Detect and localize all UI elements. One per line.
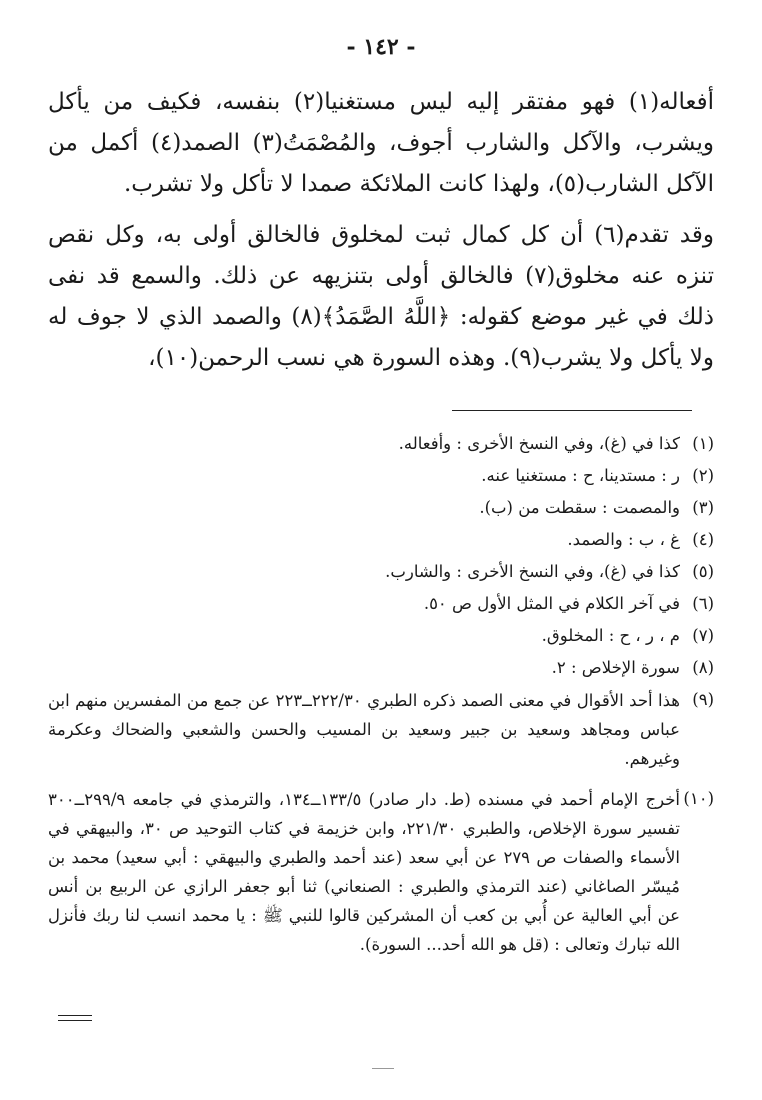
footnote-text: كذا في (غ)، وفي النسخ الأخرى : والشارب. [385,562,680,581]
footnote-number: (٥) [692,562,714,581]
footnotes [48,430,714,964]
footnote-number: (٨) [692,658,714,677]
footnote [48,430,714,457]
page-mark [372,1068,394,1069]
footnote [48,526,714,553]
footnote [48,590,714,617]
paragraph: وقد تقدم(٦) أن كل كمال ثبت لمخلوق فالخالق أولى به، وكل نقص تنزه عنه مخلوق(٧) فالخالق أولى بتنزيهه عن ذلك. والسمع قد نفى ذلك في غير موضع كقوله: ﴿اللَّهُ الصَّمَدُ﴾(٨) والصمد الذي لا جوف له ولا يأكل ولا يشرب(٩). وهذه السورة هي نسب الرحمن(١٠)، [48,222,714,371]
paragraph: أفعاله(١) فهو مفتقر إليه ليس مستغنيا(٢) بنفسه، فكيف من يأكل ويشرب، والآكل والشارب أجوف، والمُصْمَتُ(٣) الصمد(٤) أكمل من الآكل الشارب(٥)، ولهذا كانت الملائكة صمدا لا تأكل ولا تشرب. [48,89,714,197]
footnote-number: (٤) [692,530,714,549]
footnote [48,785,714,959]
footnote-number: (٦) [692,594,714,613]
footnote [48,622,714,649]
footnote-divider [452,410,692,411]
footnote [48,462,714,489]
footnote-number: (٧) [692,626,714,645]
footnote [48,654,714,681]
footnote-text: والمصمت : سقطت من (ب). [479,498,680,517]
footnote-number: (١) [692,434,714,453]
footnote-text: ر : مستدينا، ح : مستغنيا عنه. [481,466,680,485]
footnote [48,558,714,585]
footnote-text: غ ، ب : والصمد. [567,530,680,549]
footnote-text: سورة الإخلاص : ٢. [551,658,680,677]
end-mark [58,1015,92,1025]
footnote-number: (١٠) [683,789,714,808]
footnote-text: م ، ر ، ح : المخلوق. [541,626,680,645]
footnote-number: (٩) [692,690,714,709]
footnote-number: (٣) [692,498,714,517]
footnote-text: كذا في (غ)، وفي النسخ الأخرى : وأفعاله. [398,434,680,453]
footnote-text: أخرج الإمام أحمد في مسنده (ط. دار صادر) ١٣٣/٥ــ١٣٤، والترمذي في جامعه ٢٩٩/٩ــ٣٠٠ تفسير سورة الإخلاص، والطبري ٢٢١/٣٠، وابن خزيمة في كتاب التوحيد ص ٣٠، والبيهقي في الأسماء والصفات ص ٢٧٩ عن أبي سعد (عند أحمد والطبري والبيهقي : أبي سعيد) محمد بن مُيسّر الصاغاني (عند الترمذي والطبري : الصنعاني) ثنا أبو جعفر الرازي عن الربيع بن أنس عن أبي العالية عن أُبي بن كعب أن المشركين قالوا للنبي ﷺ : يا محمد انسب لنا ربك فأنزل الله تبارك وتعالى : (قل هو الله أحد... السورة). [48,790,681,954]
footnote [48,686,714,773]
main-text [48,82,714,389]
footnote-number: (٢) [692,466,714,485]
footnote-text: هذا أحد الأقوال في معنى الصمد ذكره الطبري ٢٢٢/٣٠ــ٢٢٣ عن جمع من المفسرين منهم ابن عباس ومجاهد وسعيد بن جبير وسعيد بن المسيب والحسن والشعبي والضحاك وعكرمة وغيرهم. [48,691,680,768]
page-number: - ١٤٢ - [346,34,416,60]
footnote-text: في آخر الكلام في المثل الأول ص ٥٠. [423,594,680,613]
footnote [48,494,714,521]
